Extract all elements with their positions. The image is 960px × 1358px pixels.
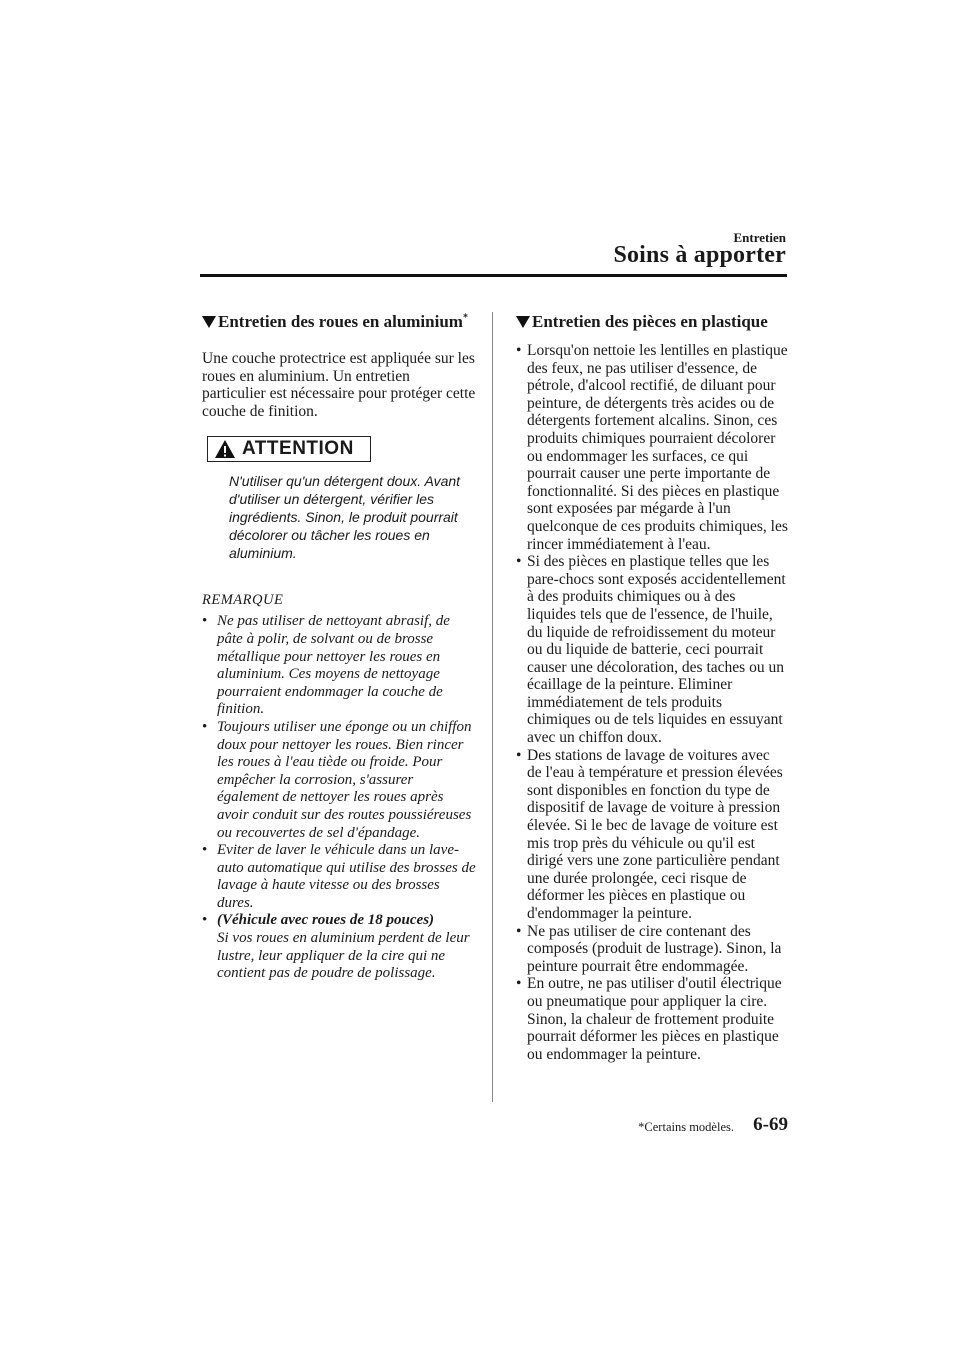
column-divider — [492, 312, 493, 1102]
page-title: Soins à apporter — [613, 242, 786, 268]
right-column — [516, 312, 788, 1063]
bullet-icon: • — [516, 553, 522, 571]
bullet-icon: • — [516, 342, 522, 359]
section-heading-plastique — [516, 312, 788, 332]
bullet-icon: • — [202, 842, 208, 859]
bullet-icon: • — [202, 718, 208, 735]
remarque-title: REMARQUE — [202, 592, 284, 609]
page-number: 6-69 — [753, 1114, 788, 1135]
list-item: • Lorsqu'on nettoie les lentilles en plastique des feux, ne pas utiliser d'essence, de pétrole, d'alcool rectifié, de diluant pour peinture, de détergents très acides ou de détergents fortement alcalins. Sinon, ces produits chimiques pourraient décolorer ou endommager les surfaces, ce qui pourrait causer une perte importante de fonctionnalité. Si des pièces en plastique sont exposées par mégarde à l'un quelconque de ces produits chimiques, les rincer immédiatement à l'eau. — [516, 342, 788, 553]
attention-text: N'utiliser qu'un détergent doux. Avant d'utiliser un détergent, vérifier les ingrédients. Sinon, le produit pourrait décolorer ou tâcher les roues en aluminium. — [229, 473, 461, 562]
list-item: • Si des pièces en plastique telles que les pare-chocs sont exposés accidentellement à des produits chimiques ou à des liquides tels que de l'essence, de l'huile, du liquide de refroidissement du moteur ou du liquide de batterie, ceci pourrait causer une décoloration, des taches ou un écaillage de la peinture. Eliminer immédiatement de tels produits chimiques ou de tels liquides en essuyant avec un chiffon doux. — [516, 553, 786, 747]
list-item: • En outre, ne pas utiliser d'outil électrique ou pneumatique pour appliquer la cire. Sinon, la chaleur de frottement produite pourrait déformer les pièces en plastique ou endommager la peinture. — [516, 975, 782, 1063]
left-column — [202, 312, 477, 983]
heading-text: Entretien des roues en aluminium — [218, 312, 463, 331]
list-item: • Eviter de laver le véhicule dans un lave-auto automatique qui utilise des brosses de lavage à haute vitesse ou des brosses dures. — [202, 842, 476, 911]
attention-box — [207, 436, 371, 462]
footer-note: *Certains modèles. — [638, 1120, 734, 1134]
bullet-icon: • — [516, 746, 522, 764]
header-rule — [200, 274, 787, 277]
bullet-icon: • — [202, 912, 208, 929]
bullet-icon: • — [516, 922, 522, 940]
list-item: • Ne pas utiliser de nettoyant abrasif, de pâte à polir, de solvant ou de brosse métallique pour nettoyer les roues en aluminium. Ces moyens de nettoyage pourraient endommager la couche de finition. — [202, 613, 450, 718]
remarque-list — [202, 613, 477, 982]
bullet-icon: • — [202, 613, 208, 630]
remarque-bold-title: (Véhicule avec roues de 18 pouces) — [217, 912, 435, 929]
list-item: • Des stations de lavage de voitures avec de l'eau à température et pression élevées sont disponibles en fonction du type de dispositif de lavage de voiture à pression élevée. Si le bec de lavage de voiture est mis trop près du véhicule ou qu'il est dirigé vers une zone particulière pendant une durée prolongée, ceci risque de déformer les pièces en plastique ou d'endommager la peinture. — [516, 746, 783, 922]
list-item: • (Véhicule avec roues de 18 pouces) Si vos roues en aluminium perdent de leur lustre, leur appliquer de la cire qui ne contient pas de poudre de polissage. — [202, 912, 470, 982]
header-section: Entretien — [733, 230, 786, 245]
list-item: • Ne pas utiliser de cire contenant des composés (produit de lustrage). Sinon, la peinture pourrait être endommagée. — [516, 922, 782, 975]
list-item: • Toujours utiliser une éponge ou un chiffon doux pour nettoyer les roues. Bien rincer les roues à l'eau tiède ou froide. Pour empêcher la corrosion, s'assurer également de nettoyer les roues après avoir conduit sur des routes poussiéreuses ou recouvertes de sel d'épandage. — [202, 718, 472, 841]
triangle-down-icon — [202, 316, 216, 328]
intro-paragraph: Une couche protectrice est appliquée sur les roues en aluminium. Un entretien particulier est nécessaire pour protéger cette couche de finition. — [202, 350, 476, 420]
warning-icon — [214, 439, 236, 459]
section-heading-aluminium — [202, 312, 477, 332]
bullet-icon: • — [516, 975, 522, 993]
heading-text: Entretien des pièces en plastique — [532, 312, 768, 331]
plastic-care-list — [516, 342, 788, 1063]
triangle-down-icon — [516, 316, 530, 328]
heading-asterisk: * — [462, 312, 468, 324]
attention-label: ATTENTION — [242, 438, 354, 460]
